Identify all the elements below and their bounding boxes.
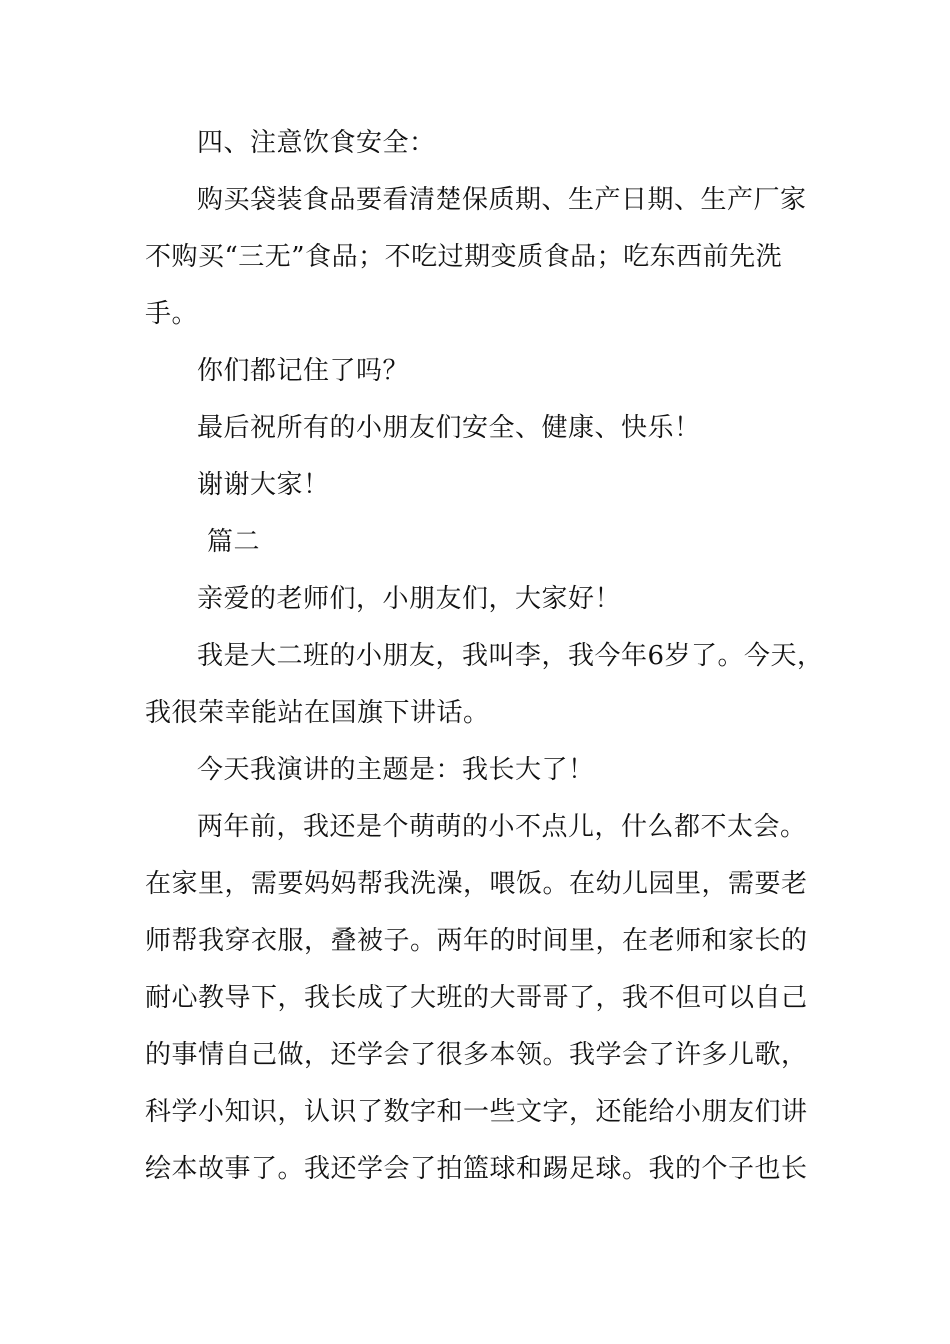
paragraph-line: 不购买“三无”食品；不吃过期变质食品；吃东西前先洗 xyxy=(145,242,783,272)
paragraph-line: 在家里，需要妈妈帮我洗澡，喂饭。在幼儿园里，需要老 xyxy=(145,869,808,899)
paragraph-line: 科学小知识，认识了数字和一些文字，还能给小朋友们讲 xyxy=(145,1097,808,1127)
paragraph-line: 的事情自己做，还学会了很多本领。我学会了许多儿歌， xyxy=(145,1040,808,1070)
paragraph-line: 最后祝所有的小朋友们安全、健康、快乐！ xyxy=(197,413,701,443)
paragraph-line: 手。 xyxy=(145,299,199,329)
section-heading-diet-safety: 四、注意饮食安全： xyxy=(197,128,436,158)
paragraph-line: 我很荣幸能站在国旗下讲话。 xyxy=(145,698,490,728)
paragraph-line: 绘本故事了。我还学会了拍篮球和踢足球。我的个子也长 xyxy=(145,1154,808,1184)
paragraph-line: 师帮我穿衣服，叠被子。两年的时间里，在老师和家长的 xyxy=(145,926,808,956)
paragraph-line: 两年前，我还是个萌萌的小不点儿，什么都不太会。 xyxy=(197,812,807,842)
section-heading-part-two: 篇二 xyxy=(207,527,261,557)
paragraph-line: 你们都记住了吗？ xyxy=(197,356,410,386)
paragraph-line: 谢谢大家！ xyxy=(197,470,330,500)
paragraph-line: 耐心教导下，我长成了大班的大哥哥了，我不但可以自己 xyxy=(145,983,808,1013)
paragraph-line: 我是大二班的小朋友，我叫李，我今年6岁了。今天， xyxy=(197,641,824,671)
paragraph-line: 购买袋装食品要看清楚保质期、生产日期、生产厂家 xyxy=(197,185,807,215)
paragraph-line: 今天我演讲的主题是：我长大了！ xyxy=(197,755,595,785)
greeting-line: 亲爱的老师们，小朋友们，大家好！ xyxy=(197,584,622,614)
